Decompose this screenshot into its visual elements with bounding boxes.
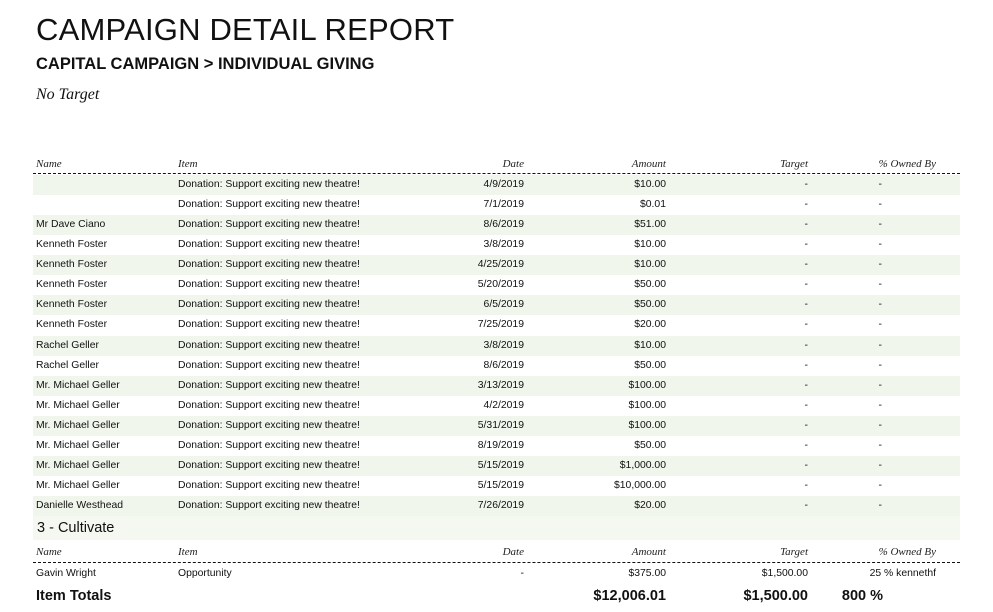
cell-item: Donation: Support exciting new theatre! [178, 500, 360, 511]
cell-name: Rachel Geller [36, 359, 99, 371]
cell-name: Rachel Geller [36, 339, 99, 351]
section-label: 3 - Cultivate [37, 520, 115, 536]
section-header-divider [33, 562, 960, 563]
cell-date: 5/20/2019 [477, 279, 524, 291]
cell-target: - [804, 379, 808, 391]
table-row [33, 275, 960, 295]
cell-date: 5/31/2019 [477, 419, 524, 431]
header-name: Name [36, 158, 62, 170]
cell-amount: $10.00 [634, 239, 666, 251]
cell-name: Mr. Michael Geller [36, 439, 120, 451]
cell-date: 7/1/2019 [483, 199, 524, 211]
cell-item: Opportunity [178, 568, 232, 579]
cell-target: - [804, 319, 808, 331]
cell-name: Kenneth Foster [36, 319, 108, 331]
cell-item: Donation: Support exciting new theatre! [178, 199, 360, 211]
cell-amount: $51.00 [634, 219, 666, 231]
cell-target: - [804, 239, 808, 251]
cell-item: Donation: Support exciting new theatre! [178, 379, 360, 391]
totals-target: $1,500.00 [743, 588, 808, 604]
table-row [33, 175, 960, 195]
cell-name: Mr. Michael Geller [36, 399, 120, 411]
cell-owned-by: - [878, 279, 882, 291]
cell-date: 8/6/2019 [483, 219, 524, 231]
cell-item: Donation: Support exciting new theatre! [178, 339, 360, 351]
cell-name: Mr. Michael Geller [36, 419, 120, 431]
cell-item: Donation: Support exciting new theatre! [178, 219, 360, 231]
cell-amount: $50.00 [634, 439, 666, 451]
cell-owned-by: - [878, 339, 882, 351]
cell-owned-by: - [878, 399, 882, 411]
cell-name: Kenneth Foster [36, 259, 108, 271]
table-row [33, 215, 960, 235]
cell-date: 3/8/2019 [483, 239, 524, 251]
cell-target: - [804, 259, 808, 271]
cell-target: - [804, 219, 808, 231]
section-table-header [33, 544, 960, 560]
target-note: No Target [36, 86, 100, 103]
cell-item: Donation: Support exciting new theatre! [178, 439, 360, 451]
cell-date: 5/15/2019 [477, 479, 524, 491]
cell-date: 6/5/2019 [483, 299, 524, 311]
cell-amount: $100.00 [628, 399, 666, 411]
table-row [33, 255, 960, 275]
cell-date: 3/8/2019 [483, 339, 524, 351]
cell-date: 8/19/2019 [477, 439, 524, 451]
cell-amount: $100.00 [628, 379, 666, 391]
header-owned-by: % Owned By [878, 158, 936, 170]
table-row [33, 315, 960, 335]
table-row [33, 376, 960, 396]
table-row [33, 476, 960, 496]
header-target: Target [780, 158, 808, 170]
totals-amount: $12,006.01 [593, 588, 666, 604]
cell-amount: $375.00 [628, 568, 666, 579]
cell-date: 8/6/2019 [483, 359, 524, 371]
cell-name: Kenneth Foster [36, 279, 108, 291]
cell-date: 4/2/2019 [483, 399, 524, 411]
header-item: Item [178, 158, 198, 170]
cell-item: Donation: Support exciting new theatre! [178, 399, 360, 411]
cell-name: Danielle Westhead [36, 500, 124, 511]
header-amount: Amount [631, 158, 666, 170]
cell-item: Donation: Support exciting new theatre! [178, 299, 360, 311]
cell-name: Mr. Michael Geller [36, 379, 120, 391]
cell-date: 3/13/2019 [477, 379, 524, 391]
cell-item: Donation: Support exciting new theatre! [178, 319, 360, 331]
cell-date: 4/25/2019 [477, 259, 524, 271]
header-date: Date [502, 158, 524, 170]
cell-item: Donation: Support exciting new theatre! [178, 279, 360, 291]
cell-amount: $50.00 [634, 359, 666, 371]
cell-date: 4/9/2019 [483, 179, 524, 190]
cell-owned-by: - [878, 439, 882, 451]
cell-item: Donation: Support exciting new theatre! [178, 419, 360, 431]
cell-owned-by: - [878, 500, 882, 511]
cell-item: Donation: Support exciting new theatre! [178, 179, 360, 190]
donation-table [33, 175, 960, 516]
report-title: CAMPAIGN DETAIL REPORT [36, 12, 455, 47]
cell-amount: $50.00 [634, 279, 666, 291]
cell-target: - [804, 399, 808, 411]
cell-amount: $100.00 [628, 419, 666, 431]
cell-target: - [804, 459, 808, 471]
cell-name: Gavin Wright [36, 568, 96, 579]
table-row [33, 456, 960, 476]
item-totals [33, 586, 960, 608]
cell-owned-by: - [878, 459, 882, 471]
cell-amount: $10.00 [634, 259, 666, 271]
cell-name: Mr Dave Ciano [36, 219, 106, 231]
cell-name: Mr. Michael Geller [36, 479, 120, 491]
cell-item: Donation: Support exciting new theatre! [178, 239, 360, 251]
cell-owned-by: - [878, 179, 882, 190]
table-row [33, 436, 960, 456]
header-amount: Amount [631, 546, 666, 558]
cell-item: Donation: Support exciting new theatre! [178, 359, 360, 371]
report-subtitle: CAPITAL CAMPAIGN > INDIVIDUAL GIVING [36, 55, 375, 73]
cell-date: - [520, 568, 524, 579]
cell-target: - [804, 199, 808, 211]
cell-owned-by: 25 % kennethf [869, 568, 936, 579]
totals-label: Item Totals [36, 588, 112, 604]
cell-owned-by: - [878, 319, 882, 331]
cell-amount: $20.00 [634, 500, 666, 511]
cell-target: - [804, 359, 808, 371]
cell-owned-by: - [878, 379, 882, 391]
cell-target: - [804, 339, 808, 351]
cell-name: Kenneth Foster [36, 299, 108, 311]
header-item: Item [178, 546, 198, 558]
cell-owned-by: - [878, 299, 882, 311]
table-row [33, 356, 960, 376]
cell-target: $1,500.00 [761, 568, 808, 579]
cell-target: - [804, 279, 808, 291]
section-cultivate [33, 516, 960, 540]
header-divider [33, 173, 960, 174]
cell-amount: $20.00 [634, 319, 666, 331]
table-row [33, 565, 960, 583]
cell-owned-by: - [878, 239, 882, 251]
cell-target: - [804, 419, 808, 431]
table-header [33, 156, 960, 172]
table-row [33, 496, 960, 516]
cell-date: 7/26/2019 [477, 500, 524, 511]
cell-item: Donation: Support exciting new theatre! [178, 479, 360, 491]
cell-item: Donation: Support exciting new theatre! [178, 259, 360, 271]
cell-owned-by: - [878, 259, 882, 271]
totals-percent: 800 % [841, 588, 883, 604]
cell-owned-by: - [878, 479, 882, 491]
cell-amount: $1,000.00 [619, 459, 666, 471]
table-row [33, 195, 960, 215]
cell-date: 7/25/2019 [477, 319, 524, 331]
cell-name: Mr. Michael Geller [36, 459, 120, 471]
cell-amount: $10,000.00 [613, 479, 666, 491]
header-date: Date [502, 546, 524, 558]
cell-owned-by: - [878, 199, 882, 211]
cell-amount: $10.00 [634, 179, 666, 190]
cell-owned-by: - [878, 219, 882, 231]
cell-target: - [804, 479, 808, 491]
cell-owned-by: - [878, 359, 882, 371]
header-owned-by: % Owned By [878, 546, 936, 558]
table-row [33, 416, 960, 436]
cell-target: - [804, 299, 808, 311]
header-target: Target [780, 546, 808, 558]
cell-date: 5/15/2019 [477, 459, 524, 471]
header-name: Name [36, 546, 62, 558]
table-row [33, 235, 960, 255]
cell-amount: $10.00 [634, 339, 666, 351]
table-row [33, 336, 960, 356]
cell-item: Donation: Support exciting new theatre! [178, 459, 360, 471]
cell-name: Kenneth Foster [36, 239, 108, 251]
cell-amount: $0.01 [639, 199, 666, 211]
table-row [33, 295, 960, 315]
cell-target: - [804, 439, 808, 451]
cell-owned-by: - [878, 419, 882, 431]
cell-target: - [804, 179, 808, 190]
cell-amount: $50.00 [634, 299, 666, 311]
table-row [33, 396, 960, 416]
cell-target: - [804, 500, 808, 511]
